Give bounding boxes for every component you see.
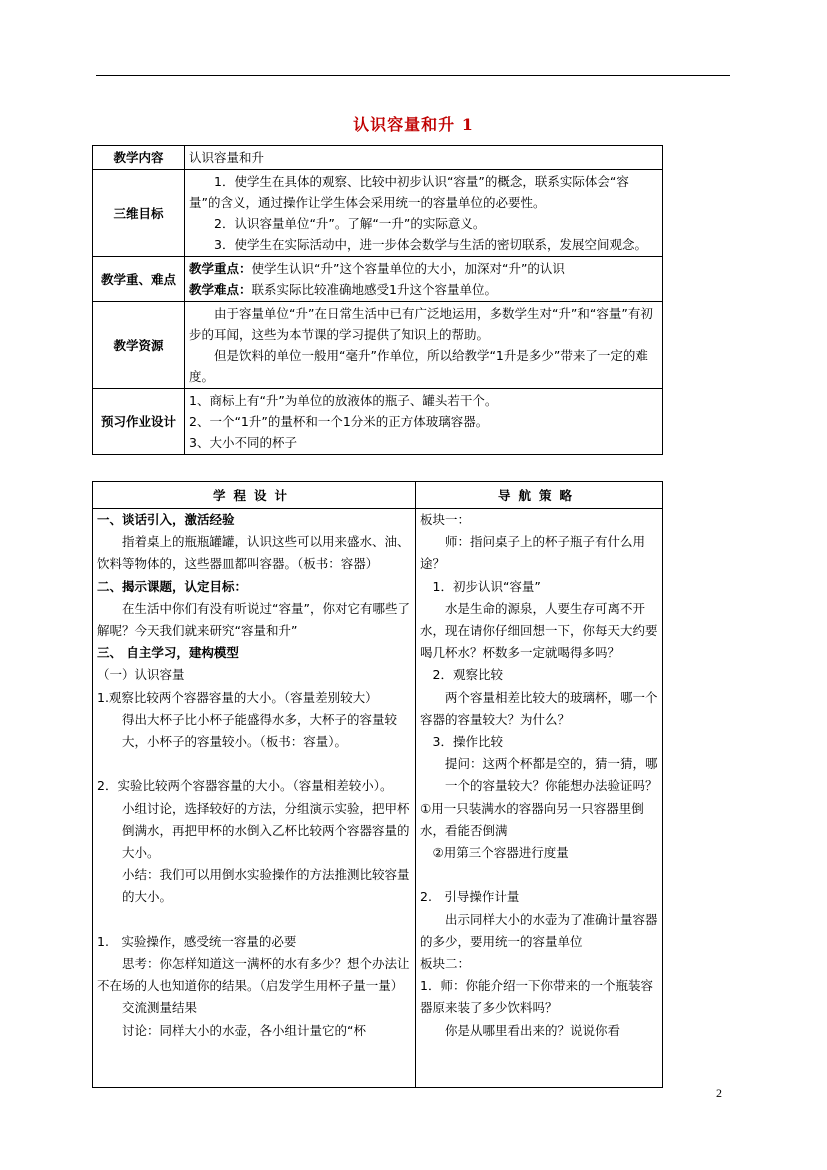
plan-body-row	[93, 509, 663, 1088]
step-item: 2. 引导操作计量	[420, 889, 520, 905]
paragraph: 你是从哪里看出来的？说说你看	[445, 1022, 621, 1038]
navigation-strategy-cell	[416, 509, 663, 1088]
block-heading: 板块二：	[420, 956, 471, 972]
goals-label: 三维目标	[93, 170, 185, 257]
key-point	[189, 258, 658, 279]
step-item: 1.观察比较两个容器容量的大小。（容量差别较大）	[97, 689, 378, 705]
goals-cell	[185, 170, 663, 257]
difficulty-label: 教学难点：	[189, 282, 252, 297]
step-item: 3．操作比较	[432, 734, 503, 750]
content-value: 认识容量和升	[185, 146, 663, 170]
paragraph: 指着桌上的瓶瓶罐罐，认识这些可以用来盛水、油、饮料等物体的，这些器皿都叫容器。（板书：容器）	[97, 534, 410, 572]
resource-paragraph: 但是饮料的单位一般用“毫升”作单位，所以给教学“1升是多少”带来了一定的难度。	[189, 348, 648, 384]
paragraph: 师：指问桌子上的杯子瓶子有什么用途？	[420, 534, 646, 572]
page-number: 2	[716, 1086, 722, 1100]
preview-item: 3、大小不同的杯子	[189, 435, 297, 450]
step-item: 1．初步认识“容量”	[432, 578, 541, 594]
paragraph: 水是生命的源泉，人要生存可离不开水，现在请你仔细回想一下，你每天大约要喝几杯水？杯数多一定就喝得多吗？	[420, 600, 658, 661]
resource-paragraph: 由于容量单位“升”在日常生活中已有广泛地运用，多数学生对“升”和“容量”有初步的耳闻，这些为本节课的学习提供了知识上的帮助。	[189, 306, 653, 342]
key-text: 使学生认识“升”这个容量单位的大小，加深对“升”的认识	[251, 261, 565, 276]
step-item: 2．实验比较两个容器容量的大小。（容量相差较小）。	[97, 778, 393, 794]
paragraph: 交流测量结果	[122, 1000, 198, 1016]
key-label: 教学重点：	[189, 261, 252, 276]
block-heading: 板块一：	[420, 512, 471, 527]
paragraph: 小结：我们可以用倒水实验操作的方法推测比较容量的大小。	[122, 867, 410, 905]
difficulty-text: 联系实际比较准确地感受1升这个容量单位。	[251, 282, 497, 297]
keypoints-label: 教学重、难点	[93, 257, 185, 302]
resources-cell	[185, 302, 663, 389]
paragraph: 提问：这两个杯都是空的，猜一猜，哪一个的容量较大？你能想办法验证吗？	[445, 756, 658, 794]
paragraph: 在生活中你们有没有听说过“容量”，你对它有哪些了解呢？今天我们就来研究“容量和升”	[97, 600, 410, 639]
section-heading: 三、 自主学习，建构模型	[97, 645, 239, 661]
section-heading: 一、谈话引入，激活经验	[97, 512, 235, 527]
step-item: 1. 实验操作，感受统一容量的必要	[97, 933, 297, 949]
paragraph: ②用第三个容器进行度量	[432, 845, 569, 861]
preview-label: 预习作业设计	[93, 389, 185, 455]
keypoints-row	[93, 257, 663, 302]
subsection-heading: （一）认识容量	[97, 667, 185, 683]
lesson-plan-table	[92, 481, 663, 1088]
content-row	[93, 146, 663, 170]
page-title: 认识容量和升 1	[353, 115, 474, 134]
preview-cell	[185, 389, 663, 455]
paragraph: 得出大杯子比小杯子能盛得水多，大杯子的容量较大，小杯子的容量较小。（板书：容量）。	[122, 711, 398, 750]
goal-item: 2．认识容量单位“升”。了解“一升”的实际意义。	[214, 216, 486, 231]
paragraph: 小组讨论，选择较好的方法，分组演示实验，把甲杯倒满水，再把甲杯的水倒入乙杯比较两个容器容量的大小。	[122, 800, 410, 861]
difficulty-point	[189, 279, 658, 300]
preview-item: 2、一个“1升”的量杯和一个1分米的正方体玻璃容器。	[189, 414, 489, 429]
preview-row	[93, 389, 663, 455]
blank-line	[97, 753, 411, 775]
resources-label: 教学资源	[93, 302, 185, 389]
content-label: 教学内容	[93, 146, 185, 170]
lesson-info-table	[92, 145, 663, 455]
plan-header-row	[93, 482, 663, 509]
goal-item: 3．使学生在实际活动中，进一步体会数学与生活的密切联系，发展空间观念。	[214, 237, 647, 252]
keypoints-cell	[185, 257, 663, 302]
goal-item: 1．使学生在具体的观察、比较中初步认识“容量”的概念，联系实际体会“容量”的含义，通过操作让学生体会采用统一的容量单位的必要性。	[189, 174, 629, 210]
right-header: 导航策略	[416, 482, 663, 509]
paragraph: ①用一只装满水的容器向另一只容器里倒水，看能否倒满	[420, 800, 644, 838]
blank-line	[97, 909, 411, 931]
paragraph: 两个容量相差比较大的玻璃杯，哪一个容器的容量较大？为什么？	[420, 689, 658, 727]
goals-row	[93, 170, 663, 257]
resources-row	[93, 302, 663, 389]
learning-process-cell	[93, 509, 416, 1088]
paragraph: 思考：你怎样知道这一满杯的水有多少？想个办法让不在场的人也知道你的结果。（启发学生用杯子量一量）	[97, 956, 410, 994]
paragraph: 讨论：同样大小的水壶，各小组计量它的“杯	[122, 1022, 366, 1038]
paragraph: 出示同样大小的水壶为了准确计量容器的多少，要用统一的容量单位	[420, 911, 658, 949]
preview-item: 1、商标上有“升”为单位的放液体的瓶子、罐头若干个。	[189, 393, 498, 408]
section-heading: 二、揭示课题，认定目标：	[97, 578, 248, 594]
step-item: 2．观察比较	[432, 667, 503, 683]
paragraph: 1．师：你能介绍一下你带来的一个瓶装容器原来装了多少饮料吗？	[420, 978, 653, 1016]
left-header: 学程设计	[93, 482, 416, 509]
header-rule	[96, 75, 730, 76]
blank-line	[420, 864, 658, 886]
